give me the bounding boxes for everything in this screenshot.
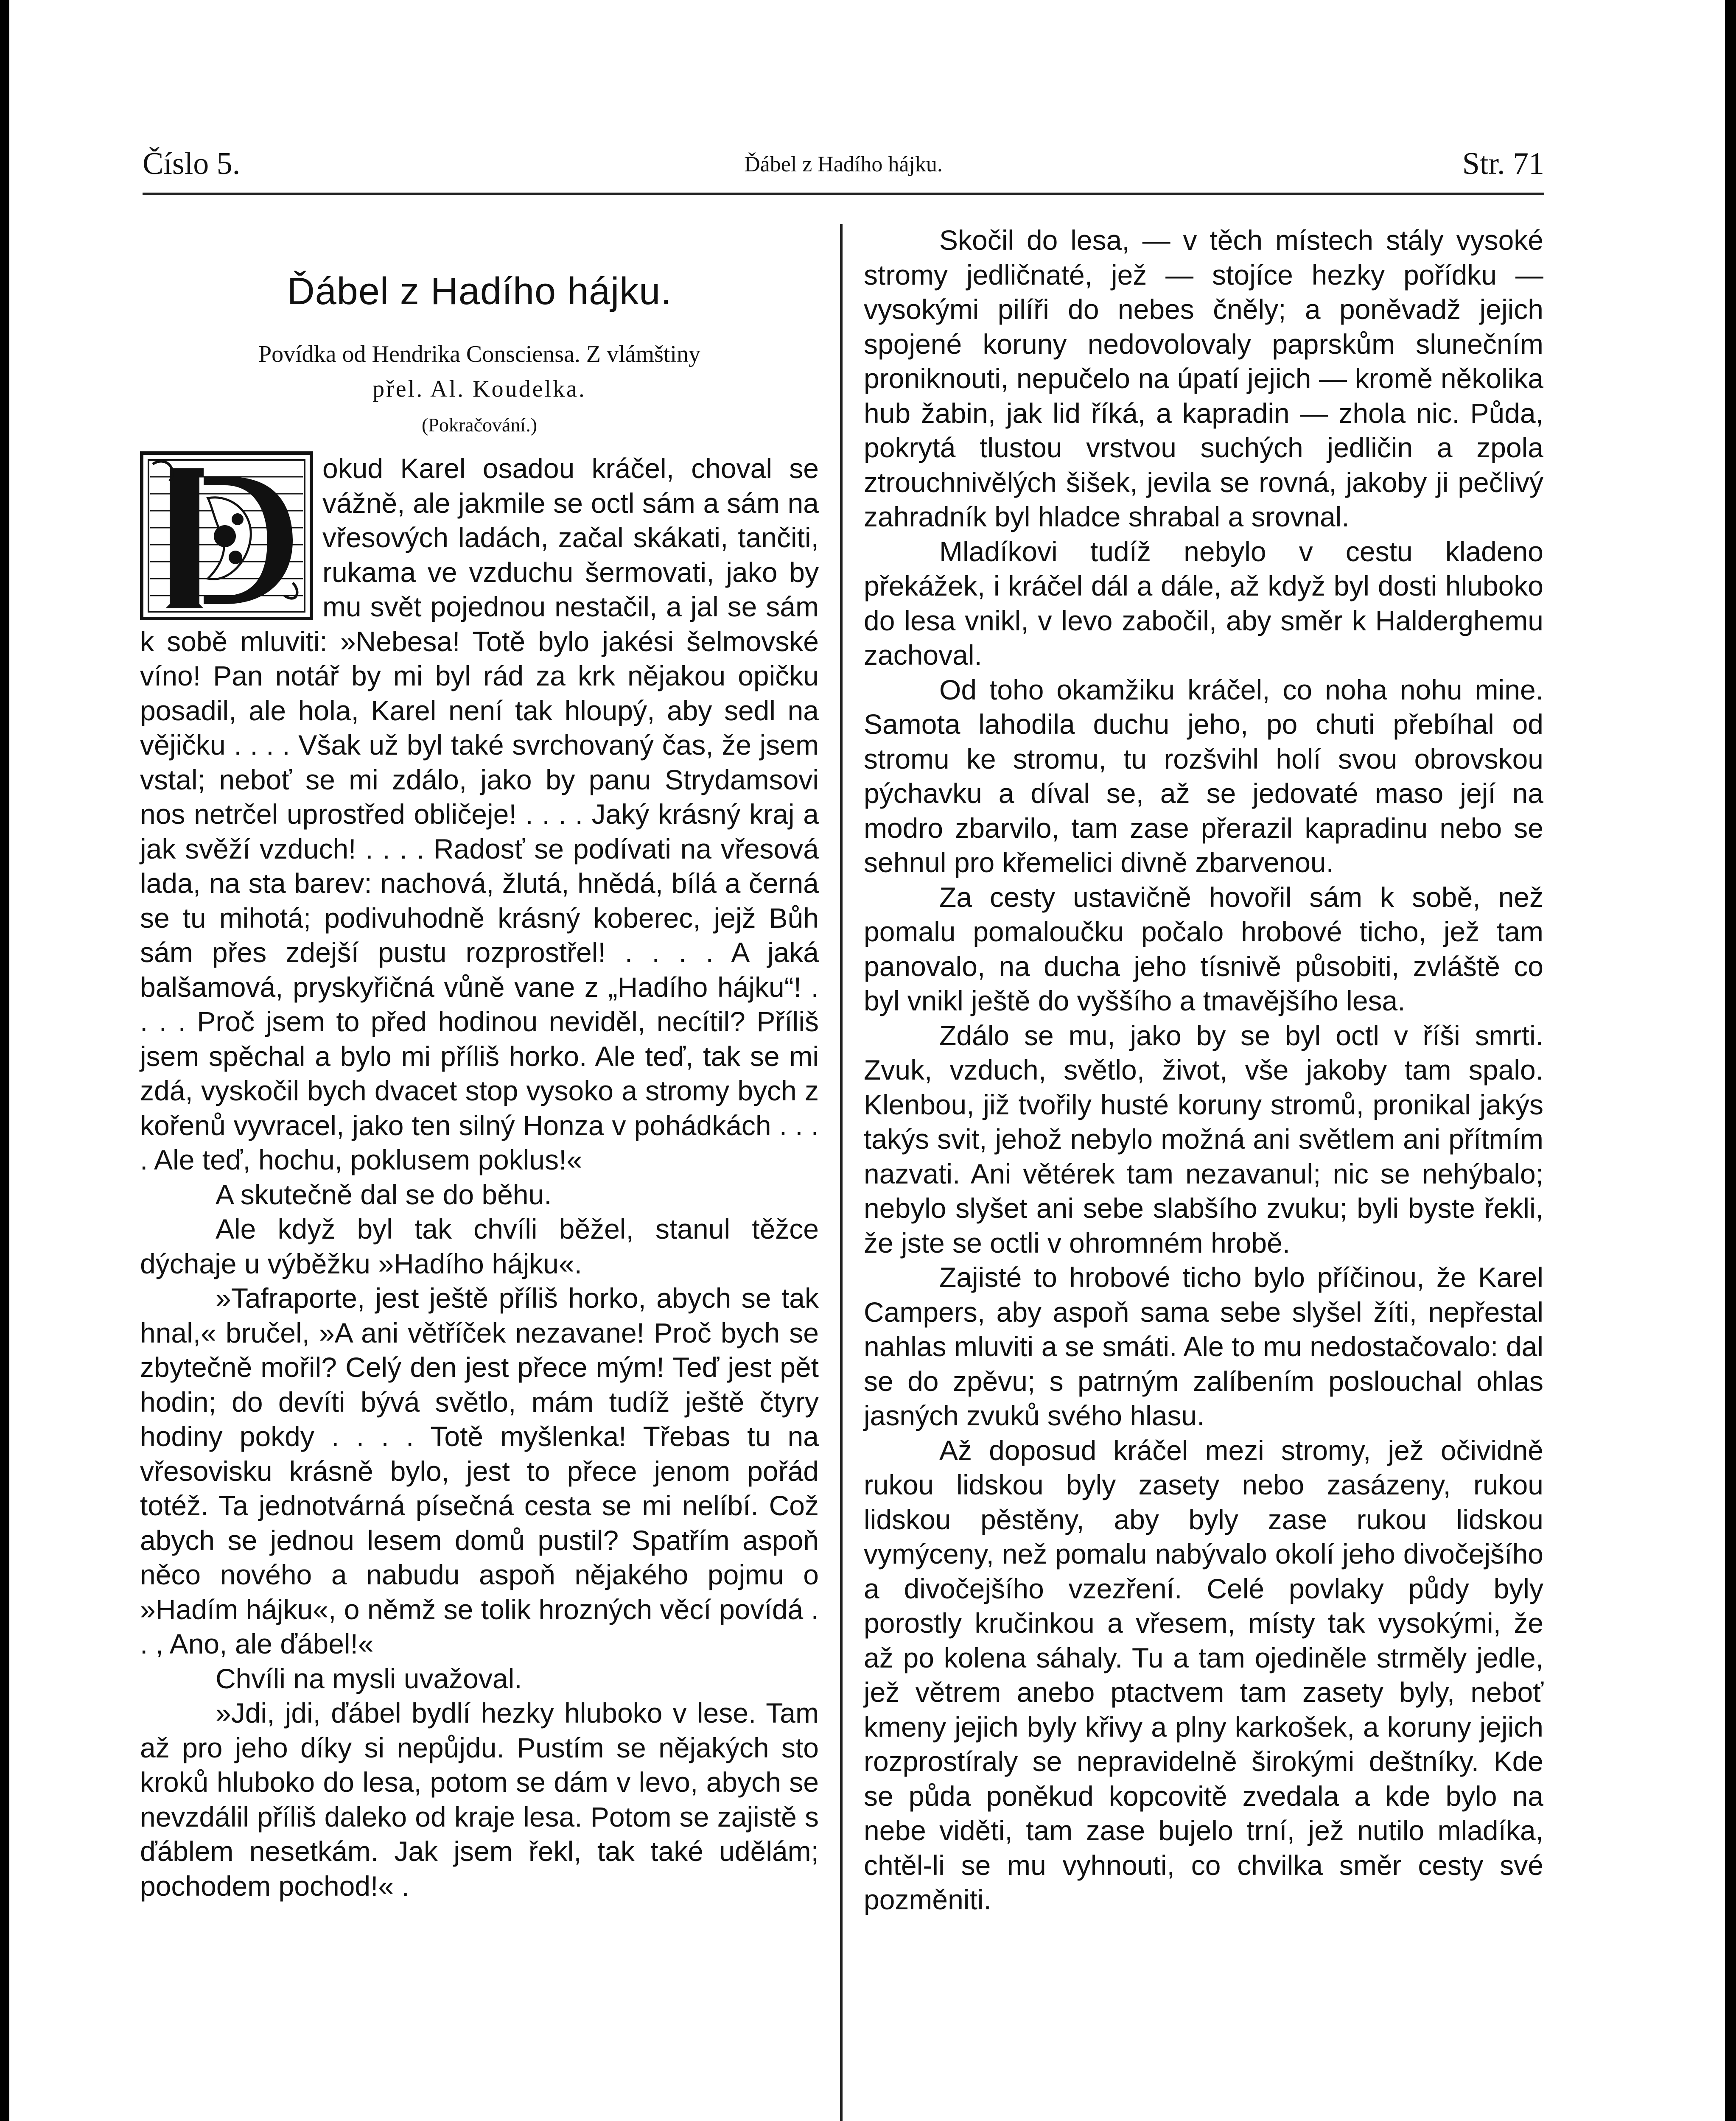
running-title: Ďábel z Hadího hájku. — [744, 152, 943, 176]
paragraph: Skočil do lesa, — v těch místech stály vysoké stromy jedličnaté, jež — stojíce hezky pořídku — vysokými pilíři do nebes čněly; a poněvadž jejich spojené koruny nedovolovaly paprskům slunečním proniknouti, nepučelo na úpatí jejich — kromě několika hub žabin, jak lid říká, a kapradin — zhola nic. Půda, pokrytá tlustou vrstvou suchých jedličin a zpola ztrouchnivělých šišek, jevila se rovná, jakoby ji pečlivý zahradník byl hladce shrabal a srovnal. — [864, 224, 1543, 532]
header-rule — [143, 193, 1544, 195]
right-column — [864, 223, 1543, 1917]
article-byline: Povídka od Hendrika Consciensa. Z vlámštiny — [258, 341, 701, 367]
paragraph: Chvíli na mysli uvažoval. — [216, 1662, 522, 1694]
article-translator — [140, 372, 819, 406]
paragraph: Mladíkovi tudíž nebylo v cestu kladeno překážek, i kráčel dál a dále, až když byl dosti hluboko do lesa vnikl, v levo zabočil, aby směr k Halderghemu zachoval. — [864, 535, 1543, 671]
issue-number: Číslo 5. — [143, 146, 241, 181]
translator-text: přel. Al. Koudelka. — [372, 376, 586, 402]
continued-note: (Pokračování.) — [421, 414, 538, 436]
paragraph: Ale když byl tak chvíli běžel, stanul těžce dýchaje u výběžku »Hadího hájku«. — [140, 1213, 819, 1279]
paragraph: »Jdi, jdi, ďábel bydlí hezky hluboko v lese. Tam až pro jeho díky si nepůjdu. Pustím se nějakých sto kroků hluboko do lesa, potom se dám v levo, abych se nevzdálil příliš daleko od kraje lesa. Potom se zajistě s ďáblem nesetkám. Jak jsem řekl, tak také udělám; pochodem pochod!« . — [140, 1697, 819, 1902]
left-column — [140, 268, 819, 1903]
paragraph: Za cesty ustavičně hovořil sám k sobě, než pomalu pomaloučku počalo hrobové ticho, jež tam panovalo, na ducha jeho tísnivě působiti, zvláště co byl vnikl ještě do vyššího a tmavějšího lesa. — [864, 881, 1543, 1016]
paragraph: A skutečně dal se do běhu. — [216, 1178, 552, 1210]
paragraph: Zajisté to hrobové ticho bylo příčinou, že Karel Campers, aby aspoň sama sebe slyšel žíti, nepřestal nahlas mluviti a se smáti. Ale to mu nedostačovalo: dal se do zpěvu; s patrným zalíbením poslouchal ohlas jasných zvuků svého hlasu. — [864, 1262, 1543, 1431]
column-divider — [840, 224, 843, 2121]
article-title: Ďábel z Hadího hájku. — [287, 270, 672, 313]
dropcap-ornament — [140, 451, 313, 620]
paragraph: »Tafraporte, jest ještě příliš horko, abych se tak hnal,« bručel, »A ani větříček nezavane! Proč bych se zbytečně mořil? Celý den jest přece mým! Teď jest pět hodin; do devíti bývá světlo, mám tudíž ještě čtyry hodiny pokdy . . . . Totě myšlenka! Třebas tu na vřesovisku krásně bylo, jest to přece jenom pořád totéž. Ta jednotvárná písečná cesta se mi nelíbí. Což abych se jednou lesem domů pustil? Spatřím aspoň něco nového a nabudu aspoň nějakého pojmu o »Hadím hájku«, o němž se tolik hrozných věcí povídá . . , Ano, ale ďábel!« — [140, 1282, 819, 1659]
paragraph: Zdálo se mu, jako by se byl octl v říši smrti. Zvuk, vzduch, světlo, život, vše jakoby tam spalo. Klenbou, již tvořily husté koruny stromů, pronikal jakýs takýs svit, jehož nebylo možná ani světlem ani přítmím nazvati. Ani větérek tam nezavanul; nic se nehýbalo; nebylo slyšet ani sebe slabšího zvuku; byli byste řekli, že jste se octli v ohromném hrobě. — [864, 1019, 1543, 1259]
page-number: Str. 71 — [1462, 146, 1544, 181]
paragraph: Od toho okamžiku kráčel, co noha nohu mine. Samota lahodila duchu jeho, po chuti přebíhal od stromu ke stromu, tu rozšvihl holí svou obrovskou pýchavku a díval se, až se jedovaté maso její na modro zbarvilo, tam zase přerazil kapradinu nebo se sehnul pro křemelici divně zbarvenou. — [864, 674, 1543, 878]
scan-border-left — [0, 0, 9, 2121]
scan-border-right — [1725, 0, 1736, 2121]
paragraph: Až doposud kráčel mezi stromy, jež očividně rukou lidskou byly zasety nebo zasázeny, rukou lidskou pěstěny, aby byly zase rukou lidskou vymýceny, než pomalu nabývalo okolí jeho divočejšího a divočejšího vzezření. Celé povlaky půdy byly porostly kručinkou a vřesem, místy tak vysokými, že až po kolena sáhaly. Tu a tam ojediněle strměly jedle, jež větrem anebo ptactvem tam zasety byly, neboť kmeny jejich byly křivy a plny karkošek, a koruny jejich rozprostíraly se nepravidelně širokými deštníky. Kde se půda poněkud kopcovitě zvedala a kde bylo na nebe viděti, tam zase bujelo trní, jež nutilo mladíka, chtěl-li se mu vyhnouti, co chvilka směr cesty své pozměniti. — [864, 1434, 1543, 1915]
first-paragraph — [140, 451, 819, 1178]
first-paragraph-text: okud Karel osadou kráčel, choval se vážně, ale jakmile se octl sám a sám na vřesových ladách, začal skákati, tančiti, rukama ve vzduchu šermovati, jako by mu svět pojednou nestačil, a jal se sám k sobě mluviti: »Nebesa! Totě bylo jakési šelmovské víno! Pan notář by mi byl rád za krk nějakou opičku posadil, ale hola, Karel není tak hloupý, aby sedl na vějičku . . . . Však už byl také svrchovaný čas, že jsem vstal; neboť se mi zdálo, jako by panu Strydamsovi nos netrčel uprostřed obličeje! . . . . Jaký krásný kraj a jak svěží vzduch! . . . . Radosť se podívati na vřesová lada, na sta barev: nachová, žlutá, hnědá, bílá a černá se tu mihotá; podivuhodně krásný koberec, jejž Bůh sám přes zdejší pustu rozprostřel! . . . . A jaká balšamová, pryskyřičná vůně vane z „Hadího hájku“! . . . . Proč jsem to před hodinou neviděl, necítil? Příliš jsem spěchal a bylo mi příliš horko. Ale teď, tak se mi zdá, vyskočil bych dvacet stop vysoko a stromy bych z kořenů vyvracel, jako ten silný Honza v pohádkách . . . . Ale teď, hochu, poklusem poklus!« — [140, 453, 819, 1175]
running-head — [143, 140, 1544, 191]
dropcap-letter — [140, 451, 313, 620]
